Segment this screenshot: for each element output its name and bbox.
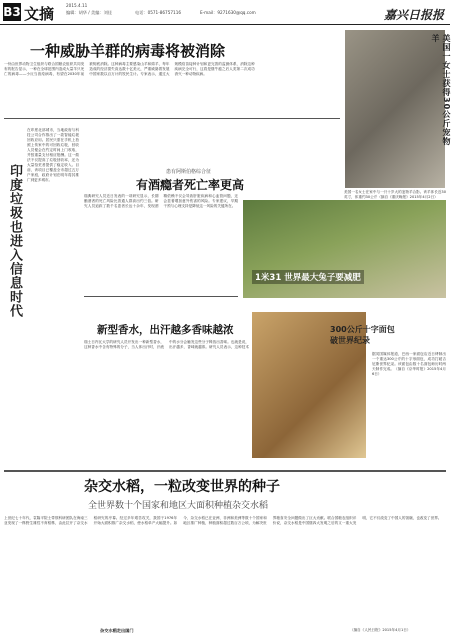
article5-subtitle: 全世界数十个国家和地区大面积种植杂交水稻 bbox=[88, 501, 269, 511]
newspaper-logo: 嘉兴日报报 bbox=[383, 8, 444, 22]
divider bbox=[4, 470, 446, 472]
article3-kicker: 患有阿斯伯格综合征 bbox=[166, 169, 212, 175]
divider bbox=[84, 296, 238, 297]
phone-line: 电话：0571-86757116 bbox=[135, 10, 182, 15]
bread-side-text: 据英国媒体报道，巴西一家面包店近日烤制出一个重达300公斤的十字形面包，成功打破吉尼斯世界纪录。该面包由数十名面包师历时两天制作完成。（摘自《京华时报》2015年4月6日） bbox=[372, 352, 446, 376]
article3-title: 有酒瘾者死亡率更高 bbox=[136, 178, 245, 192]
section-code: B3 bbox=[3, 5, 21, 19]
bread-photo-caption: 300公斤十字面包破世界纪录 bbox=[330, 325, 395, 345]
article1-photo-caption: 美国一名女士在家中与一只十岁大的宠物羊合影。该羊体长近30英寸，体重约30公斤（摘自《重庆晚报》2015年4月2日） bbox=[344, 190, 446, 199]
article5-body: 上世纪七十年代，袁隆平院士带领科研团队在海南三亚发现了一株野生雄性不育稻株，由此拉开了杂交水稻研究的序幕。经过多年艰苦攻关，我国于1976年开始大面积推广杂交水稻，使水稻单产大幅提升。如今，杂交水稻已在亚洲、非洲和美洲等数十个国家和地区推广种植，种植面积超过数百万公顷，为解决世界粮食安全问题做出了巨大贡献。联合国粮农组织评价说，杂交水稻是中国继四大发明之后的又一重大发明，它不仅改变了中国人的饭碗，也改变了世界。 bbox=[4, 516, 442, 525]
article3-body: 瑞典研究人员近日发表的一项研究显示，长期酗酒者的死亡风险比普通人群高出约三倍。研究人员追踪了数千名患者长达十余年，发现酒精依赖不仅会导致肝脏疾病和心血管问题，还会显著增加意外伤害的风险。专家建议，早期干预与心理支持是降低这一风险的关键所在。 bbox=[84, 194, 238, 208]
article4-title: 新型香水，出汗越多香味越浓 bbox=[97, 324, 234, 336]
article1-vertical-caption: 美国一女士获得30公斤宠物羊 bbox=[431, 34, 451, 147]
article5-source: （摘自《人民日报》2015年4月1日） bbox=[350, 628, 411, 632]
page-header bbox=[0, 0, 450, 25]
issue-date: 2015.4.11 bbox=[66, 3, 88, 8]
article1-title: 一种威胁羊群的病毒将被消除 bbox=[30, 42, 226, 60]
divider bbox=[4, 118, 340, 119]
email-line: E-mail：9271630@qq.com bbox=[200, 10, 256, 15]
section-name: 文摘 bbox=[24, 5, 55, 23]
article5-section-head: 杂交水稻走出国门 bbox=[100, 628, 134, 633]
article5-title: 杂交水稻，一粒改变世界的种子 bbox=[84, 479, 280, 495]
article4-body: 瑞士日内瓦大学的研究人员开发出一种新型香水，这种香水中含有特殊的分子，当人体出汗时，汗液中的水分会触发这些分子释放出香味。也就是说，出汗越多，香味就越浓。研究人员表示，这种技术 bbox=[84, 340, 249, 349]
article2-title: 印度垃圾也进入信息时代 bbox=[7, 164, 22, 318]
editor-line: 编辑：胡华 / 美编：刘佳 bbox=[66, 10, 112, 15]
rabbit-photo-caption: 1米31 世界最大兔子要减肥 bbox=[252, 270, 364, 284]
article1-body: 一份由世界动物卫生组织与联合国粮农组织共同发布的报告显示，一种在全球范围内造成大量羊只死亡的病毒——小反刍兽疫病毒，有望在2030年前被彻底消除。这种病毒主要感染山羊和绵羊，每年造成的经济损失高达数十亿美元，严重威胁着发展中国家数以百万计的牧民生计。专家表示，通过大规模疫苗接种计划和更完善的监测体系，消除这种疾病完全可行，这将是继牛瘟之后人类第二次成功消灭一种动物疾病。 bbox=[4, 62, 255, 76]
article2-body: 在印度北部城市，当地政府与科技公司合作推出了一款智能垃圾回收应用。居民只需在手机上拍照上传家中的可回收垃圾，回收人员便会在约定时间上门收取，并按重量支付相应报酬。这一做法不仅提高了垃圾回收率，还为大量拾荒者提供了稳定收入。目前，该项目已覆盖全市超过五万户家庭，政府计划在明年将其推广到更多城市。 bbox=[27, 128, 79, 182]
